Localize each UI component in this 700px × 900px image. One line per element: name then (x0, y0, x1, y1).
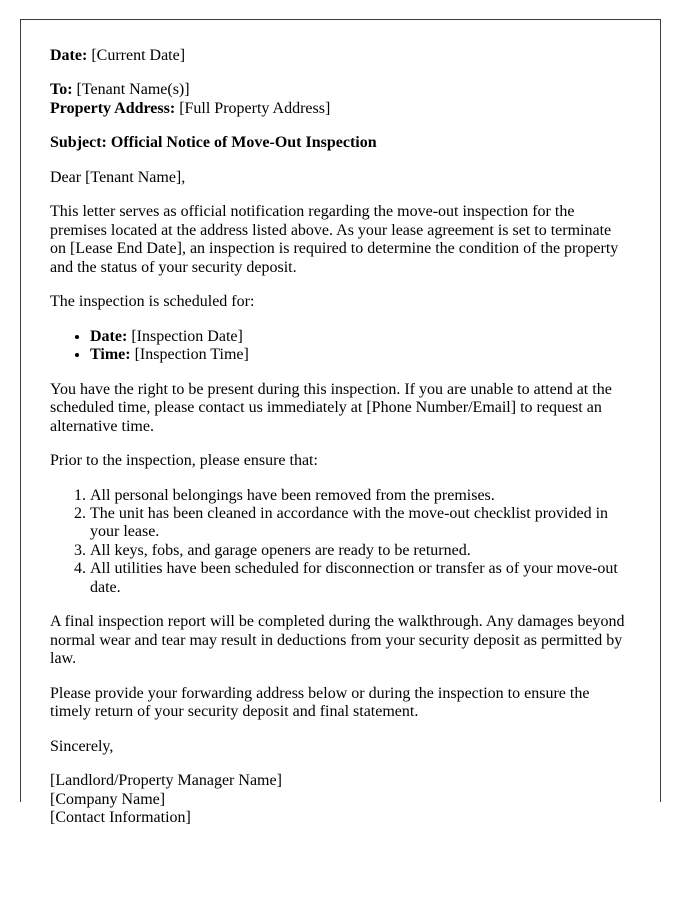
date-label: Date: (50, 47, 88, 64)
checklist-item: 4. All utilities have been scheduled for disconnection or transfer as of your move-out date. (90, 560, 631, 597)
inspection-date-value: [Inspection Date] (131, 327, 243, 345)
recipient-block (50, 81, 631, 118)
subject-line: Subject: Official Notice of Move-Out Inspection (50, 134, 377, 152)
signature-contact: [Contact Information] (50, 809, 191, 827)
closing-sincerely: Sincerely, (50, 737, 114, 755)
schedule-item-time (90, 346, 631, 364)
forwarding-paragraph: Please provide your forwarding address below or during the inspection to ensure the timely return of your security deposit and final statement. (50, 684, 590, 721)
date-value: [Current Date] (91, 47, 186, 64)
inspection-time-value: [Inspection Time] (134, 346, 249, 364)
checklist-item: 3. All keys, fobs, and garage openers are ready to be returned. (90, 542, 631, 560)
to-label: To: (50, 81, 73, 99)
signature-block (50, 772, 631, 827)
inspection-date-label: Date: (90, 327, 128, 345)
schedule-intro: The inspection is scheduled for: (50, 293, 255, 311)
property-address-label: Property Address: (50, 99, 176, 117)
salutation: Dear [Tenant Name], (50, 168, 186, 186)
intro-paragraph: This letter serves as official notification regarding the move-out inspection for the premises located at the address listed above. As your lease agreement is set to terminate on [Lease End Date], an inspection is required to determine the condition of the property and the status of your security deposit. (50, 203, 619, 276)
schedule-list (50, 328, 631, 365)
schedule-item-date (90, 328, 631, 346)
property-address-value: [Full Property Address] (179, 99, 331, 117)
to-value: [Tenant Name(s)] (76, 81, 190, 99)
letter-frame (20, 19, 661, 827)
report-paragraph: A final inspection report will be completed during the walkthrough. Any damages beyond normal wear and tear may result in deductions from your security deposit as permitted by law. (50, 613, 625, 668)
signature-company: [Company Name] (50, 790, 166, 808)
checklist-item: 2. The unit has been cleaned in accordance with the move-out checklist provided in your lease. (90, 505, 631, 542)
inspection-time-label: Time: (90, 346, 131, 364)
prior-intro: Prior to the inspection, please ensure that: (50, 452, 318, 470)
checklist-item: 1. All personal belongings have been removed from the premises. (90, 487, 631, 505)
signature-name: [Landlord/Property Manager Name] (50, 772, 282, 790)
presence-paragraph: You have the right to be present during this inspection. If you are unable to attend at the scheduled time, please contact us immediately at [Phone Number/Email] to request an alternative time. (50, 380, 612, 435)
checklist (50, 487, 631, 598)
date-line (50, 47, 631, 65)
